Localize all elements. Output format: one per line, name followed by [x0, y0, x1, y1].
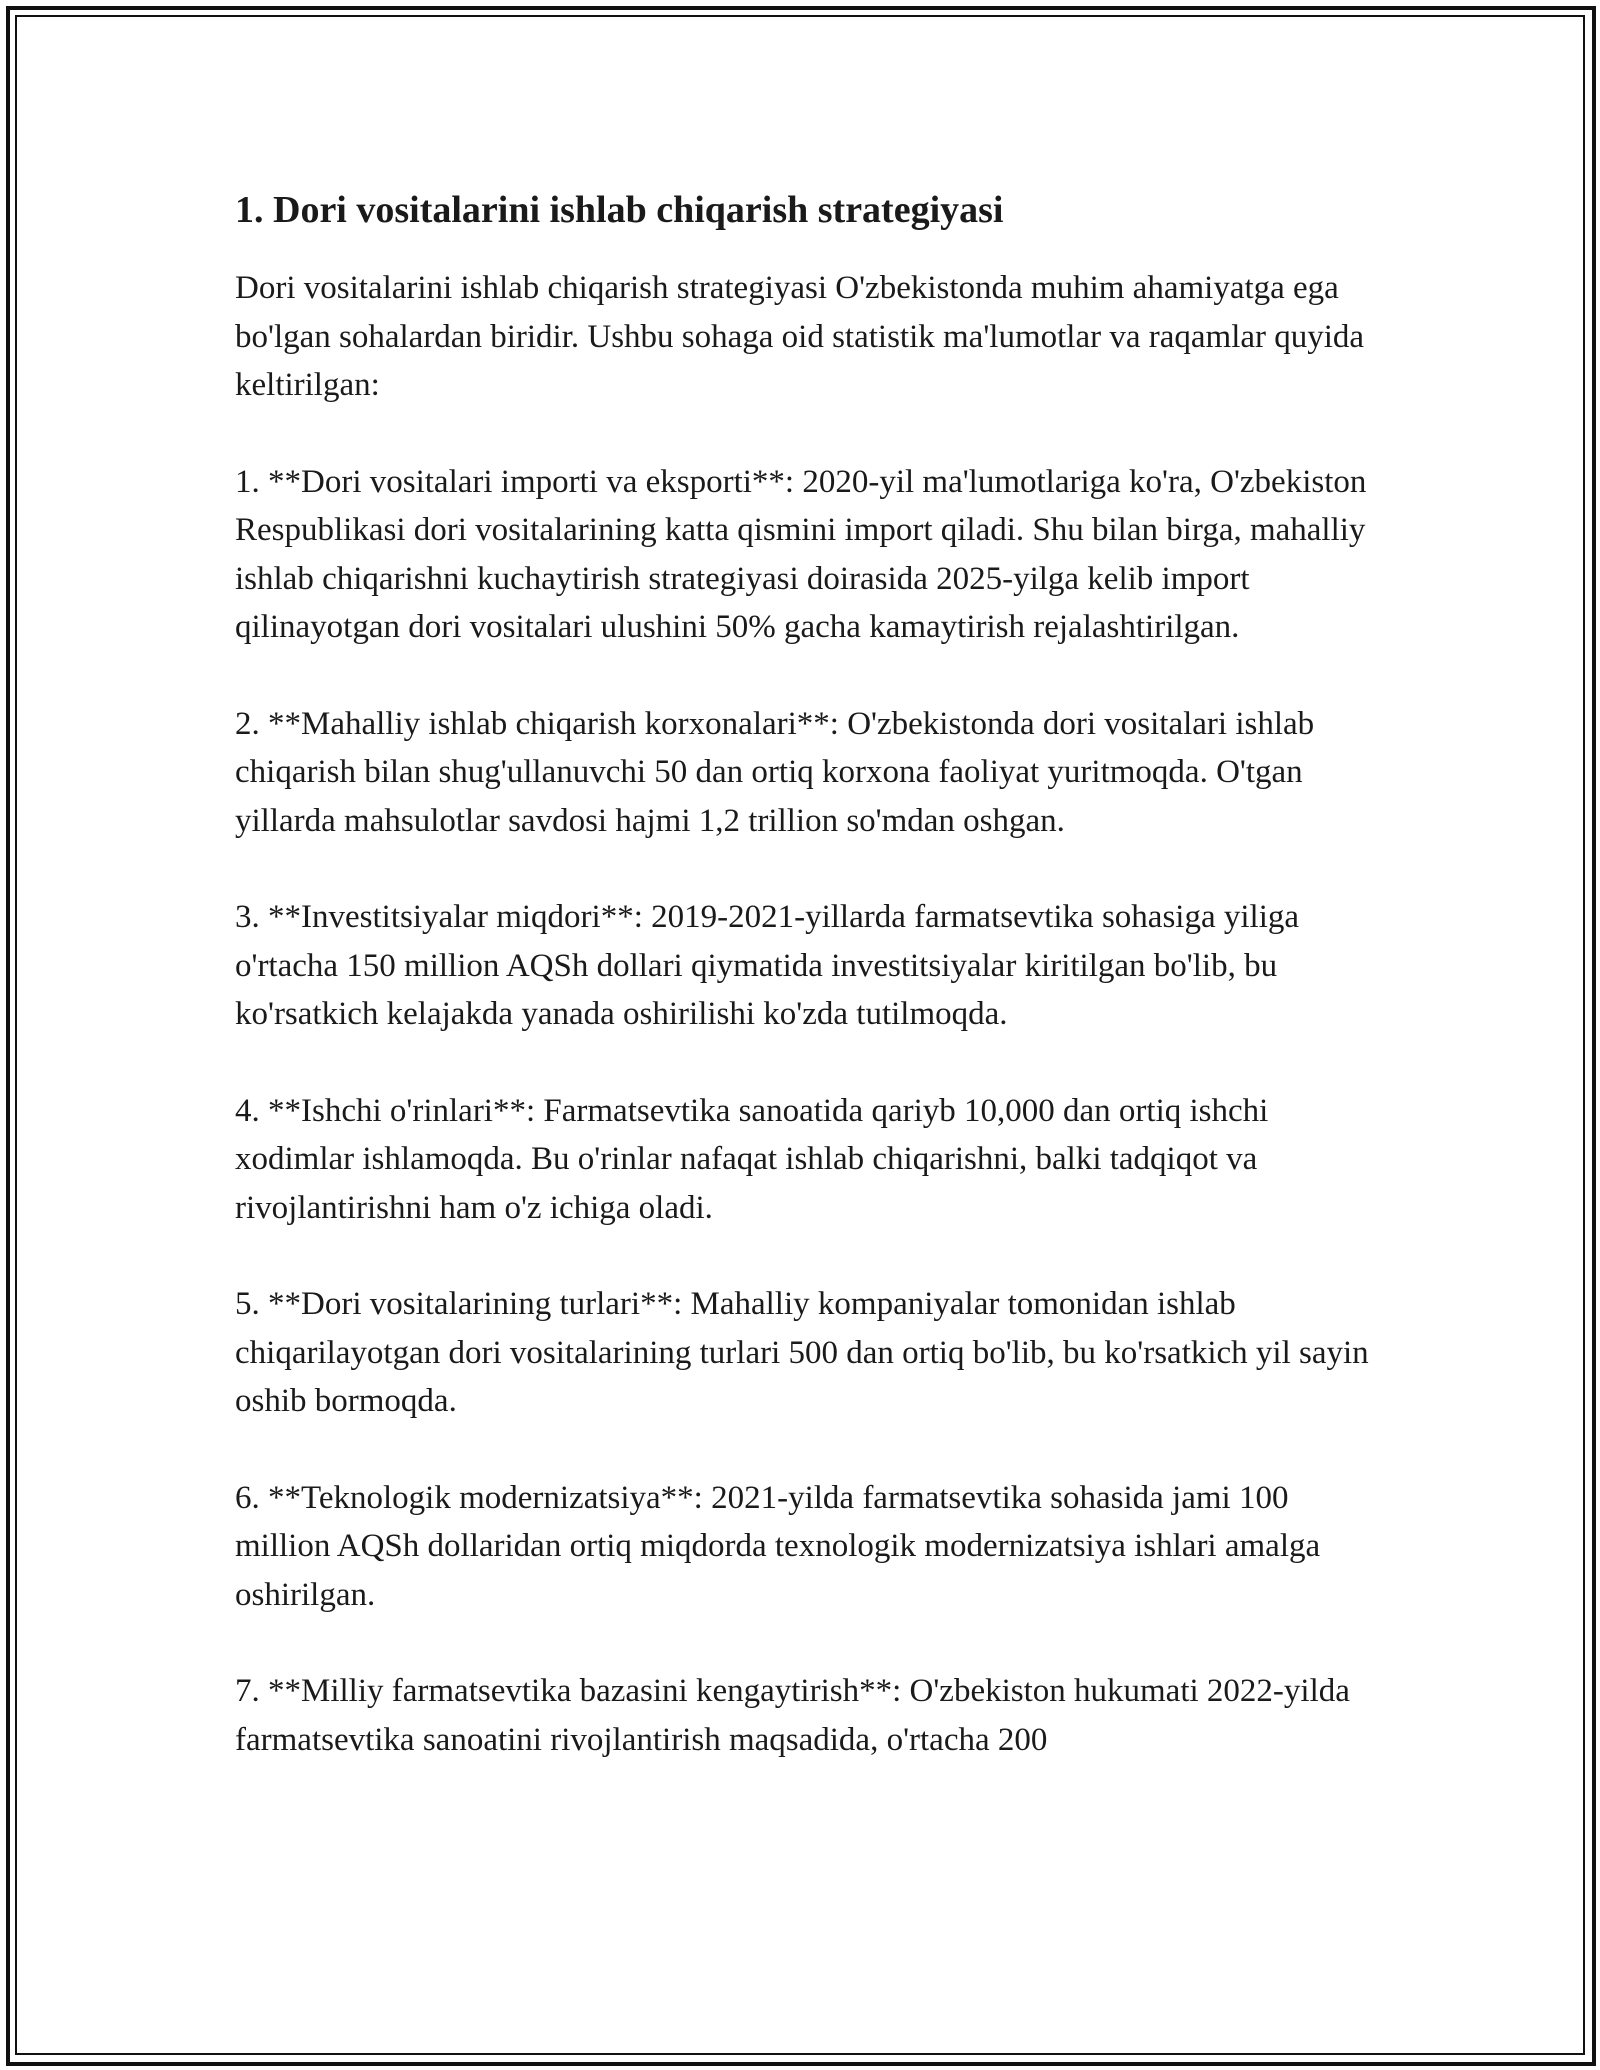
intro-paragraph: Dori vositalarini ishlab chiqarish strategiyasi O'zbekistonda muhim ahamiyatga ega bo'lgan sohalardan biridir. Ushbu sohaga oid statistik ma'lumotlar va raqamlar quyida keltirilgan:	[235, 270, 1365, 403]
item-local-enterprises: 2. **Mahalliy ishlab chiqarish korxonalari**: O'zbekistonda dori vositalari ishlab chiqarish bilan shug'ullanuvchi 50 dan ortiq korxona faoliyat yuritmoqda. O'tgan yillarda mahsulotlar savdosi hajmi 1,2 trillion so'mdan oshgan.	[235, 705, 1315, 839]
item-medicine-types: 5. **Dori vositalarining turlari**: Mahalliy kompaniyalar tomonidan ishlab chiqarilayotgan dori vositalarining turlari 500 dan ortiq bo'lib, bu ko'rsatkich yil sayin oshib bormoqda.	[235, 1286, 1369, 1419]
item-investments: 3. **Investitsiyalar miqdori**: 2019-2021-yillarda farmatsevtika sohasiga yiliga o'rtacha 150 million AQSh dollari qiymatida investitsiyalar kiritilgan bo'lib, bu ko'rsatkich kelajakda yanada oshirilishi ko'zda tutilmoqda.	[235, 899, 1300, 1032]
item-national-base: 7. **Milliy farmatsevtika bazasini kengaytirish**: O'zbekiston hukumati 2022-yilda farmatsevtika sanoatini rivojlantirish maqsadida, o'rtacha 200	[235, 1673, 1350, 1758]
item-imports-exports: 1. **Dori vositalari importi va eksporti**: 2020-yil ma'lumotlariga ko'ra, O'zbekiston Respublikasi dori vositalarining katta qismini import qiladi. Shu bilan birga, mahalliy ishlab chiqarishni kuchaytirish strategiyasi doirasida 2025-yilga kelib import qilinayotgan dori vositalari ulushini 50% gacha kamaytirish rejalashtirilgan.	[235, 463, 1367, 645]
item-modernization: 6. **Teknologik modernizatsiya**: 2021-yilda farmatsevtika sohasida jami 100 million AQSh dollaridan ortiq miqdorda texnologik modernizatsiya ishlari amalga oshirilgan.	[235, 1479, 1321, 1613]
section-title: 1. Dori vositalarini ishlab chiqarish strategiyasi	[235, 189, 1004, 231]
item-workplaces: 4. **Ishchi o'rinlari**: Farmatsevtika sanoatida qariyb 10,000 dan ortiq ishchi xodimlar ishlamoqda. Bu o'rinlar nafaqat ishlab chiqarishni, balki tadqiqot va rivojlantirishni ham o'z ichiga oladi.	[235, 1092, 1269, 1226]
document-body	[235, 186, 1375, 1812]
